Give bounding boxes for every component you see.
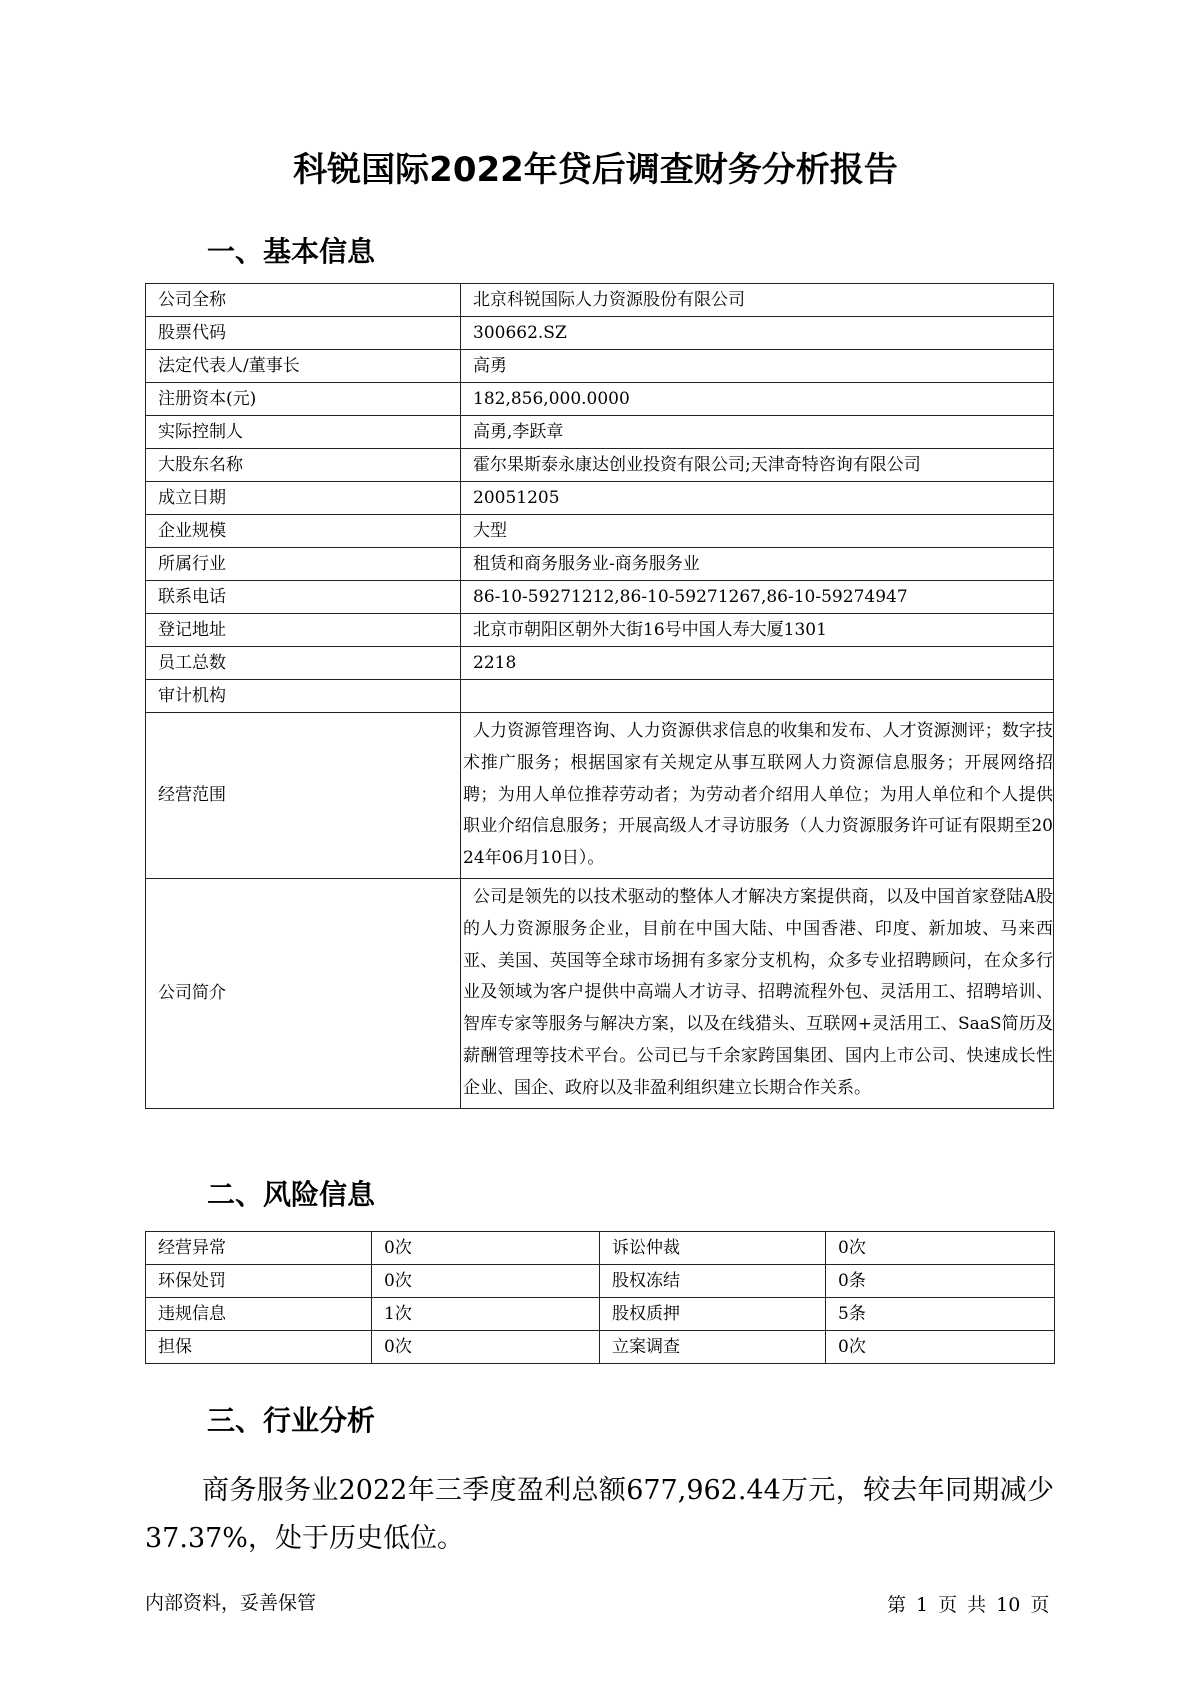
row-value (461, 680, 1054, 713)
table-row (146, 1265, 1055, 1298)
risk-value: 5条 (826, 1298, 1055, 1331)
section-heading-industry: 三、行业分析 (207, 1404, 376, 1437)
footer-confidential-note: 内部资料，妥善保管 (145, 1592, 317, 1614)
row-value: 2218 (461, 647, 1054, 680)
risk-label: 诉讼仲裁 (600, 1232, 826, 1265)
row-label: 审计机构 (146, 680, 461, 713)
table-row (146, 449, 1054, 482)
business-scope-value: 人力资源管理咨询、人力资源供求信息的收集和发布、人才资源测评；数字技术推广服务；根据国家有关规定从事互联网人力资源信息服务；开展网络招聘；为用人单位推荐劳动者；为劳动者介绍用人单位；为用人单位和个人提供职业介绍信息服务；开展高级人才寻访服务（人力资源服务许可证有限期至2024年06月10日）。 (461, 713, 1054, 879)
table-row (146, 383, 1054, 416)
company-intro-value: 公司是领先的以技术驱动的整体人才解决方案提供商，以及中国首家登陆A股的人力资源服务企业，目前在中国大陆、中国香港、印度、新加坡、马来西亚、美国、英国等全球市场拥有多家分支机构，众多专业招聘顾问，在众多行业及领域为客户提供中高端人才访寻、招聘流程外包、灵活用工、招聘培训、智库专家等服务与解决方案，以及在线猎头、互联网+灵活用工、SaaS简历及薪酬管理等技术平台。公司已与千余家跨国集团、国内上市公司、快速成长性企业、国企、政府以及非盈利组织建立长期合作关系。 (461, 878, 1054, 1108)
risk-info-table (145, 1231, 1055, 1364)
report-title: 科锐国际2022年贷后调查财务分析报告 (293, 150, 898, 190)
section-heading-basic: 一、基本信息 (207, 235, 376, 268)
business-scope-label: 经营范围 (146, 713, 461, 879)
risk-info-body (146, 1232, 1055, 1364)
row-value: 霍尔果斯泰永康达创业投资有限公司;天津奇特咨询有限公司 (461, 449, 1054, 482)
row-value: 20051205 (461, 482, 1054, 515)
page-current: 1 (916, 1594, 929, 1616)
row-label: 企业规模 (146, 515, 461, 548)
row-value: 182,856,000.0000 (461, 383, 1054, 416)
industry-analysis-paragraph: 商务服务业2022年三季度盈利总额677,962.44万元，较去年同期减少37.37%，处于历史低位。 (145, 1475, 1054, 1554)
risk-value: 0条 (826, 1265, 1055, 1298)
table-row (146, 680, 1054, 713)
table-row (146, 416, 1054, 449)
table-row (146, 548, 1054, 581)
risk-value: 0次 (826, 1232, 1055, 1265)
row-value: 高勇,李跃章 (461, 416, 1054, 449)
total-prefix: 共 (967, 1594, 987, 1616)
row-value: 86-10-59271212,86-10-59271267,86-10-59274947 (461, 581, 1054, 614)
risk-value: 0次 (372, 1232, 600, 1265)
table-row (146, 1298, 1055, 1331)
table-row (146, 482, 1054, 515)
basic-info-body (146, 284, 1054, 1109)
row-label: 法定代表人/董事长 (146, 350, 461, 383)
table-row (146, 1232, 1055, 1265)
section-heading-risk: 二、风险信息 (207, 1178, 376, 1211)
row-value: 大型 (461, 515, 1054, 548)
risk-value: 0次 (372, 1265, 600, 1298)
table-row (146, 350, 1054, 383)
row-value: 高勇 (461, 350, 1054, 383)
page-prefix: 第 (887, 1594, 907, 1616)
row-label: 员工总数 (146, 647, 461, 680)
row-value: 北京科锐国际人力资源股份有限公司 (461, 284, 1054, 317)
table-row (146, 515, 1054, 548)
company-intro-label: 公司简介 (146, 878, 461, 1108)
page-number (887, 1590, 1059, 1617)
row-value: 租赁和商务服务业-商务服务业 (461, 548, 1054, 581)
risk-label: 环保处罚 (146, 1265, 372, 1298)
table-row (146, 614, 1054, 647)
page-total: 10 (996, 1594, 1021, 1616)
row-label: 实际控制人 (146, 416, 461, 449)
table-row (146, 581, 1054, 614)
row-label: 联系电话 (146, 581, 461, 614)
basic-info-table (145, 283, 1054, 1109)
table-row (146, 647, 1054, 680)
row-label: 股票代码 (146, 317, 461, 350)
table-row (146, 1331, 1055, 1364)
table-row (146, 317, 1054, 350)
risk-value: 0次 (372, 1331, 600, 1364)
row-label: 大股东名称 (146, 449, 461, 482)
row-label: 成立日期 (146, 482, 461, 515)
risk-label: 违规信息 (146, 1298, 372, 1331)
risk-label: 担保 (146, 1331, 372, 1364)
row-value: 北京市朝阳区朝外大街16号中国人寿大厦1301 (461, 614, 1054, 647)
risk-label: 股权冻结 (600, 1265, 826, 1298)
risk-value: 1次 (372, 1298, 600, 1331)
table-row (146, 284, 1054, 317)
row-label: 所属行业 (146, 548, 461, 581)
risk-value: 0次 (826, 1331, 1055, 1364)
company-intro-row (146, 878, 1054, 1108)
row-label: 注册资本(元) (146, 383, 461, 416)
row-label: 公司全称 (146, 284, 461, 317)
business-scope-row (146, 713, 1054, 879)
risk-label: 立案调查 (600, 1331, 826, 1364)
row-label: 登记地址 (146, 614, 461, 647)
risk-label: 股权质押 (600, 1298, 826, 1331)
total-suffix: 页 (1030, 1594, 1050, 1616)
row-value: 300662.SZ (461, 317, 1054, 350)
page-suffix: 页 (938, 1594, 958, 1616)
risk-label: 经营异常 (146, 1232, 372, 1265)
